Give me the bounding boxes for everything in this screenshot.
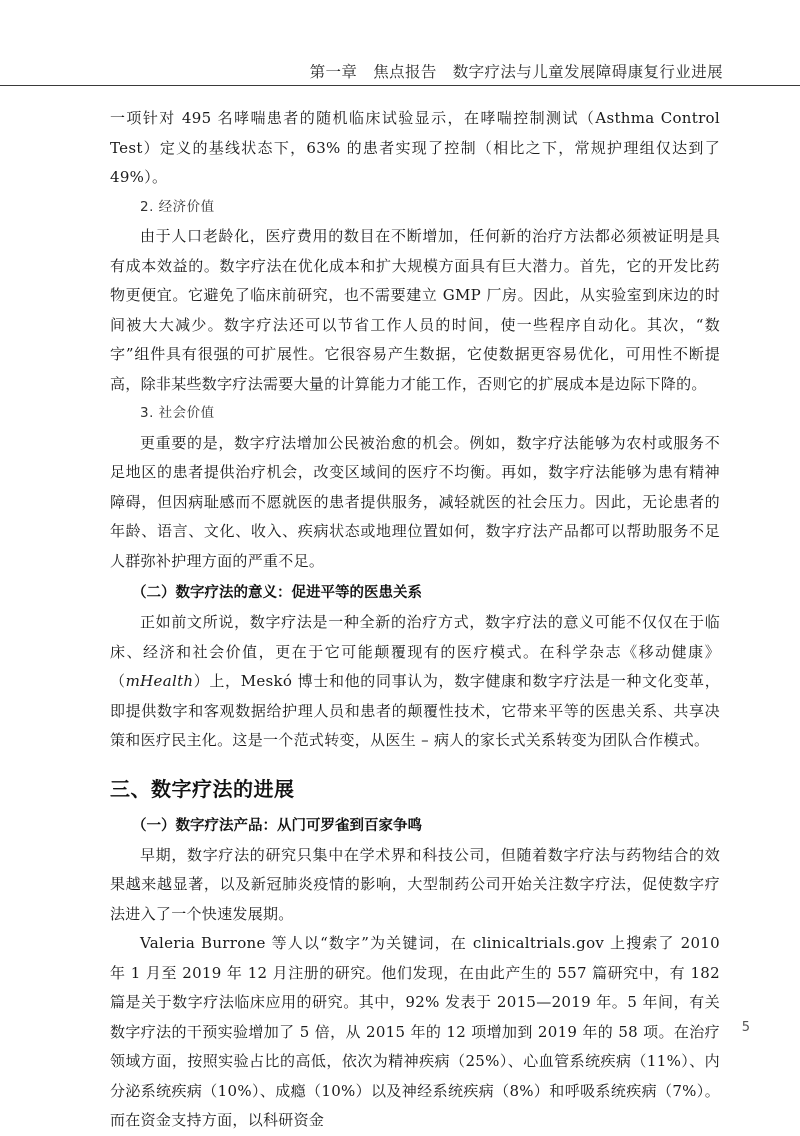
section-heading-progress: 三、数字疗法的进展 <box>110 776 295 801</box>
paragraph-asthma-trial: 一项针对 495 名哮喘患者的随机临床试验显示，在哮喘控制测试（Asthma Control Test）定义的基线状态下，63% 的患者实现了控制（相比之下，常规护理组仅达到了 49%）。 <box>110 109 720 186</box>
label-social-value: 3. 社会价值 <box>140 405 215 421</box>
subheading-products: （一）数字疗法产品：从门可罗雀到百家争鸣 <box>132 817 422 834</box>
journal-name-mhealth: mHealth <box>125 672 194 690</box>
paragraph-clinical-trials: Valeria Burrone 等人以“数字”为关键词，在 clinicaltrials.gov 上搜索了 2010 年 1 月至 2019 年 12 月注册的研究。他们发现，在由此产生的 557 篇研究中，有 182 篇是关于数字疗法临床应用的研究。其中，92% 发表于 2015—2019 年。5 年间，有关数字疗法的干预实验增加了 5 倍，从 2015 年的 12 项增加到 2019 年的 58 项。在治疗领域方面，按照实验占比的高低，依次为精神疾病（25%）、心血管系统疾病（11%）、内分泌系统疾病（10%）、成瘾（10%）以及神经系统疾病（8%）和呼吸系统疾病（7%）。而在资金支持方面，以科研资金 <box>110 934 720 1129</box>
subheading-significance: （二）数字疗法的意义：促进平等的医患关系 <box>132 585 422 601</box>
label-economic-value: 2. 经济价值 <box>140 198 215 215</box>
paragraph-early-research: 早期，数字疗法的研究只集中在学术界和科技公司，但随着数字疗法与药物结合的效果越来越显著，以及新冠肺炎疫情的影响，大型制药公司开始关注数字疗法，促使数字疗法进入了一个快速发展期。 <box>110 845 720 923</box>
running-head: 第一章 焦点报告 数字疗法与儿童发展障碍康复行业进展 <box>309 63 723 81</box>
main-content <box>110 104 720 1136</box>
paragraph-social-value: 更重要的是，数字疗法增加公民被治愈的机会。例如，数字疗法能够为农村或服务不足地区的患者提供治疗机会，改变区域间的医疗不均衡。再如，数字疗法能够为患有精神障碍，但因病耻感而不愿就医的患者提供服务，减轻就医的社会压力。因此，无论患者的年龄、语言、文化、收入、疾病状态或地理位置如何，数字疗法产品都可以帮助服务不足人群弥补护理方面的严重不足。 <box>110 433 720 570</box>
paragraph-significance-part1: 正如前文所说，数字疗法是一种全新的治疗方式，数字疗法的意义可能不仅仅在于临床、经济和社会价值，更在于它可能颠覆现有的医疗模式。在科学杂志《移动健康》（ <box>110 613 720 690</box>
header-rule <box>0 85 800 86</box>
page-number: 5 <box>741 1020 750 1035</box>
paragraph-significance-part2: ）上，Meskó 博士和他的同事认为，数字健康和数字疗法是一种文化变革，即提供数字和客观数据给护理人员和患者的颠覆性技术，它带来平等的医患关系、共享决策和医疗民主化。这是一个范式转变，从医生 – 病人的家长式关系转变为团队合作模式。 <box>110 672 720 749</box>
paragraph-economic-value: 由于人口老龄化，医疗费用的数目在不断增加，任何新的治疗方法都必须被证明是具有成本效益的。数字疗法在优化成本和扩大规模方面具有巨大潜力。首先，它的开发比药物更便宜。它避免了临床前研究，也不需要建立 GMP 厂房。因此，从实验室到床边的时间被大大减少。数字疗法还可以节省工作人员的时间，使一些程序自动化。其次，“数字”组件具有很强的可扩展性。它很容易产生数据，它使数据更容易优化，可用性不断提高，除非某些数字疗法需要大量的计算能力才能工作，否则它的扩展成本是边际下降的。 <box>110 227 720 393</box>
paragraph-significance <box>110 608 720 756</box>
